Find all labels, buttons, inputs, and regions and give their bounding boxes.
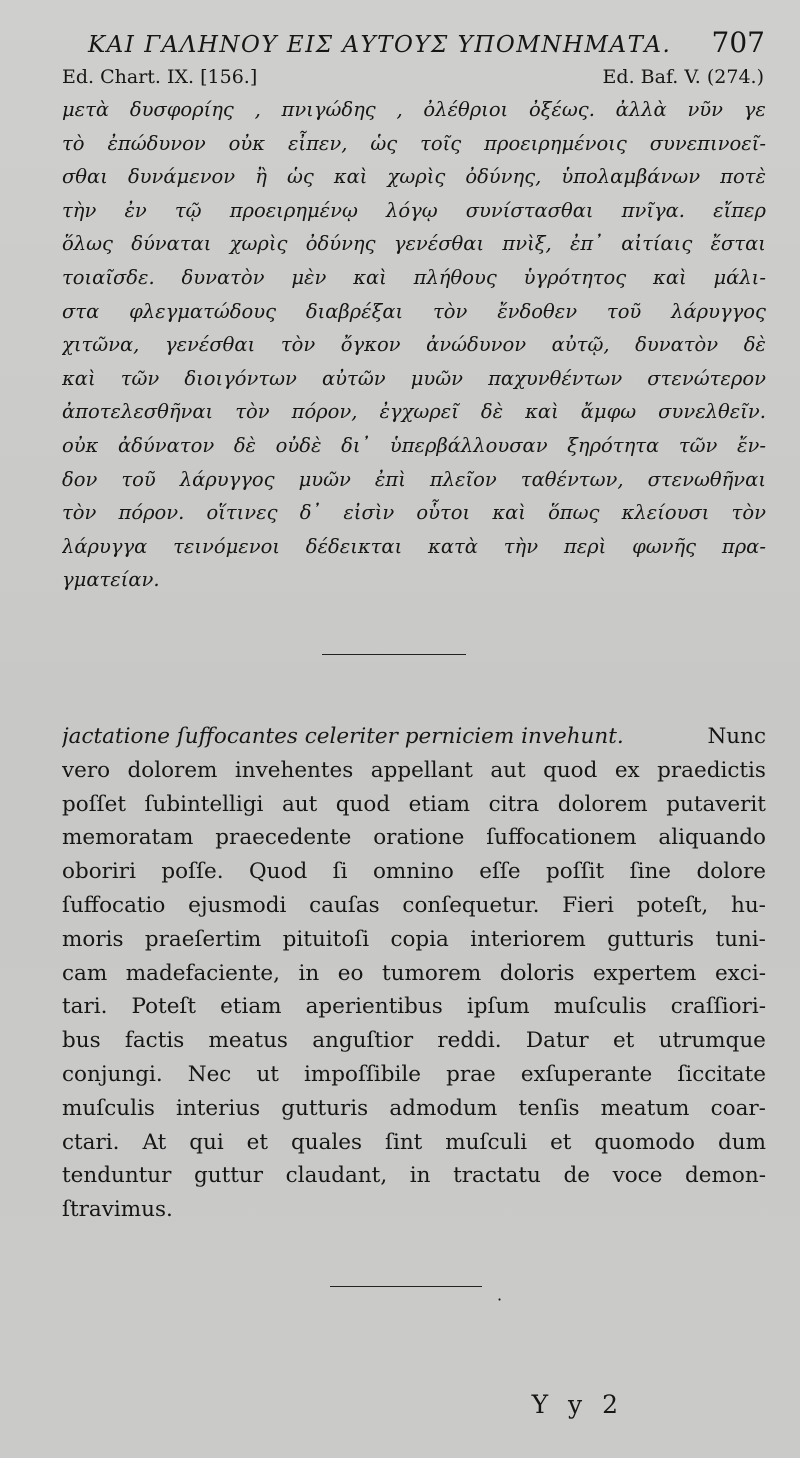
edition-reference-left: Ed. Chart. IX. [156.] bbox=[62, 66, 258, 88]
latin-text-block bbox=[62, 720, 766, 1227]
latin-line: conjungi. Nec ut impoſſibile prae exſuperante ſiccitate bbox=[62, 1061, 766, 1087]
latin-line: tari. Poteſt etiam aperientibus ipſum muſculis craſſiori- bbox=[62, 994, 766, 1020]
latin-line: muſculis interius gutturis admodum tenſis meatum coar- bbox=[62, 1095, 766, 1121]
greek-line: ἀποτελεσθῆναι τὸν πόρον, ἐγχωρεῖ δὲ καὶ ἄμφω συνελθεῖν. bbox=[62, 400, 766, 424]
latin-italic-phrase: jactatione ſuffocantes celeriter perniciem invehunt. bbox=[62, 724, 624, 749]
latin-line bbox=[62, 720, 766, 754]
latin-line: tenduntur guttur claudant, in tractatu de voce demon- bbox=[62, 1163, 766, 1189]
greek-line: τὴν ἐν τῷ προειρημένῳ λόγῳ συνίστασθαι πνῖγα. εἴπερ bbox=[62, 198, 766, 222]
greek-line: σθαι δυνάμενον ἢ ὡς καὶ χωρὶς ὀδύνης, ὑπολαμβάνων ποτὲ bbox=[62, 165, 766, 189]
latin-word: Nunc bbox=[707, 724, 766, 749]
greek-line: δον τοῦ λάρυγγος μυῶν ἐπὶ πλεῖον ταθέντων, στενωθῆναι bbox=[62, 467, 766, 491]
running-title: ΚΑΙ ΓΑΛΗΝΟΥ ΕΙΣ ΑΥΤΟΥΣ ΥΠΟΜΝΗΜΑΤΑ. bbox=[88, 32, 672, 58]
latin-line: ſtravimus. bbox=[62, 1197, 173, 1223]
latin-line: vero dolorem invehentes appellant aut quod ex praedictis bbox=[62, 757, 766, 783]
latin-line: ctari. At qui et quales ſint muſculi et quomodo dum bbox=[62, 1129, 766, 1155]
greek-line: χιτῶνα, γενέσθαι τὸν ὄγκον ἀνώδυνον αὐτῷ, δυνατὸν δὲ bbox=[62, 333, 766, 357]
greek-line: στα φλεγματώδους διαβρέξαι τὸν ἔνδοθεν τοῦ λάρυγγος bbox=[62, 299, 766, 323]
footer-dot: · bbox=[497, 1290, 503, 1309]
greek-line: οὐκ ἀδύνατον δὲ οὐδὲ δι᾽ ὑπερβάλλουσαν ξηρότητα τῶν ἔν- bbox=[62, 433, 766, 457]
section-divider bbox=[322, 654, 466, 655]
signature-mark: Y y 2 bbox=[531, 1390, 624, 1419]
greek-line: τὸν πόρον. οἵτινες δ᾽ εἰσὶν οὗτοι καὶ ὅπως κλείουσι τὸν bbox=[62, 501, 766, 525]
greek-line: γματείαν. bbox=[62, 568, 160, 592]
latin-line: poſſet ſubintelligi aut quod etiam citra dolorem putaverit bbox=[62, 791, 766, 817]
footer-divider bbox=[330, 1286, 482, 1287]
latin-line: memoratam praecedente oratione ſuffocationem aliquando bbox=[62, 825, 766, 851]
greek-line: καὶ τῶν διοιγόντων αὐτῶν μυῶν παχυνθέντων στενώτερον bbox=[62, 366, 766, 390]
edition-reference-right: Ed. Baf. V. (274.) bbox=[602, 66, 764, 88]
greek-line: τοιαῖσδε. δυνατὸν μὲν καὶ πλήθους ὑγρότητος καὶ μάλι- bbox=[62, 265, 766, 289]
latin-line: moris praeſertim pituitoſi copia interiorem gutturis tuni- bbox=[62, 926, 766, 952]
greek-text-block bbox=[62, 93, 766, 597]
greek-line: λάρυγγα τεινόμενοι δέδεικται κατὰ τὴν περὶ φωνῆς πρα- bbox=[62, 534, 766, 558]
latin-line: bus factis meatus anguſtior reddi. Datur et utrumque bbox=[62, 1028, 766, 1054]
greek-line: μετὰ δυσφορίης , πνιγώδης , ὀλέθριοι ὀξέως. ἀλλὰ νῦν γε bbox=[62, 98, 766, 121]
running-head bbox=[60, 26, 765, 66]
greek-line: ὅλως δύναται χωρὶς ὀδύνης γενέσθαι πνὶξ, ἐπ᾽ αἰτίαις ἔσται bbox=[62, 232, 766, 256]
latin-line: cam madefaciente, in eo tumorem doloris expertem exci- bbox=[62, 960, 766, 986]
latin-line: oboriri poſſe. Quod ſi omnino eſſe poſſit ſine dolore bbox=[62, 859, 766, 885]
page-number: 707 bbox=[711, 26, 765, 59]
latin-line: ſuffocatio ejusmodi cauſas conſequetur. Fieri poteſt, hu- bbox=[62, 892, 766, 918]
greek-line: τὸ ἐπώδυνον οὐκ εἶπεν, ὡς τοῖς προειρημένοις συνεπινοεῖ- bbox=[62, 131, 766, 155]
